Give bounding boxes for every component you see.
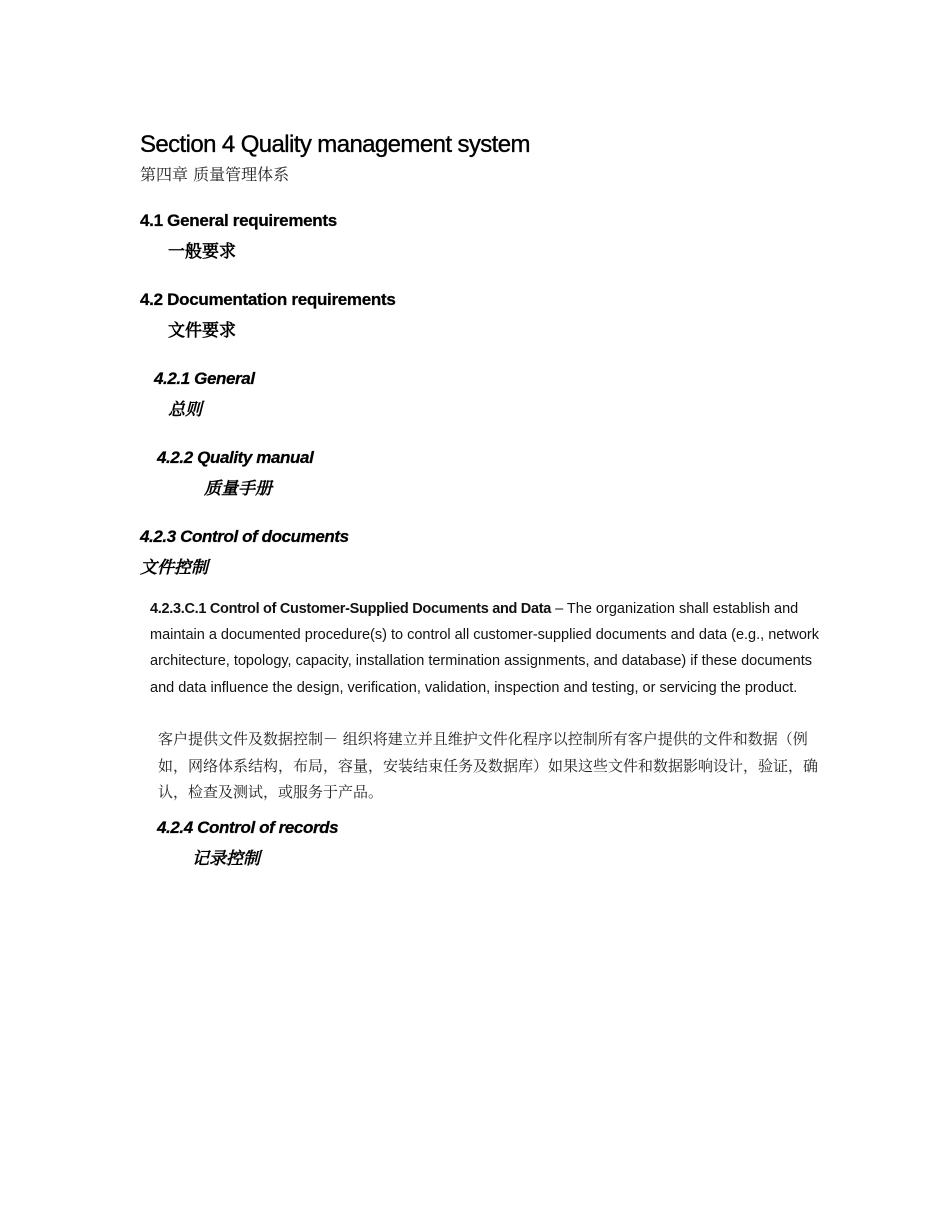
- clause-lead: 4.2.3.C.1 Control of Customer-Supplied Documents and Data: [150, 600, 552, 617]
- heading-4-1-cn: 一般要求: [168, 242, 236, 261]
- heading-4-2: 4.2 Documentation requirements: [140, 290, 396, 309]
- heading-4-2-1: 4.2.1 General: [154, 369, 255, 388]
- heading-4-2-4-cn: 记录控制: [192, 849, 260, 868]
- clause-4-2-3-c-1: [150, 596, 840, 702]
- heading-4-2-3: 4.2.3 Control of documents: [140, 527, 349, 546]
- clause-4-2-3-c-1-cn: 客户提供文件及数据控制－ 组织将建立并且维护文件化程序以控制所有客户提供的文件和数据（例如，网络体系结构，布局，容量，安装结束任务及数据库）如果这些文件和数据影响设计，验证，确认，检查及测试，或服务于产品。: [158, 730, 819, 801]
- heading-4-1: 4.1 General requirements: [140, 211, 337, 230]
- section-title: Section 4 Quality management system: [140, 131, 530, 158]
- heading-4-2-1-cn: 总则: [168, 400, 202, 419]
- heading-4-2-2-cn: 质量手册: [204, 479, 272, 498]
- heading-4-2-2: 4.2.2 Quality manual: [157, 448, 314, 467]
- heading-4-2-3-cn: 文件控制: [140, 558, 208, 577]
- section-title-cn: 第四章 质量管理体系: [140, 165, 290, 184]
- heading-4-2-4: 4.2.4 Control of records: [157, 818, 339, 837]
- heading-4-2-cn: 文件要求: [168, 321, 236, 340]
- clause-body: – The organization shall establish and maintain a documented procedure(s) to control all customer-supplied documents and data (e.g., network architecture, topology, capacity, installation termination assignments, and database) if these documents and data influence the design, verification, validation, inspection and testing, or servicing the product.: [150, 600, 819, 696]
